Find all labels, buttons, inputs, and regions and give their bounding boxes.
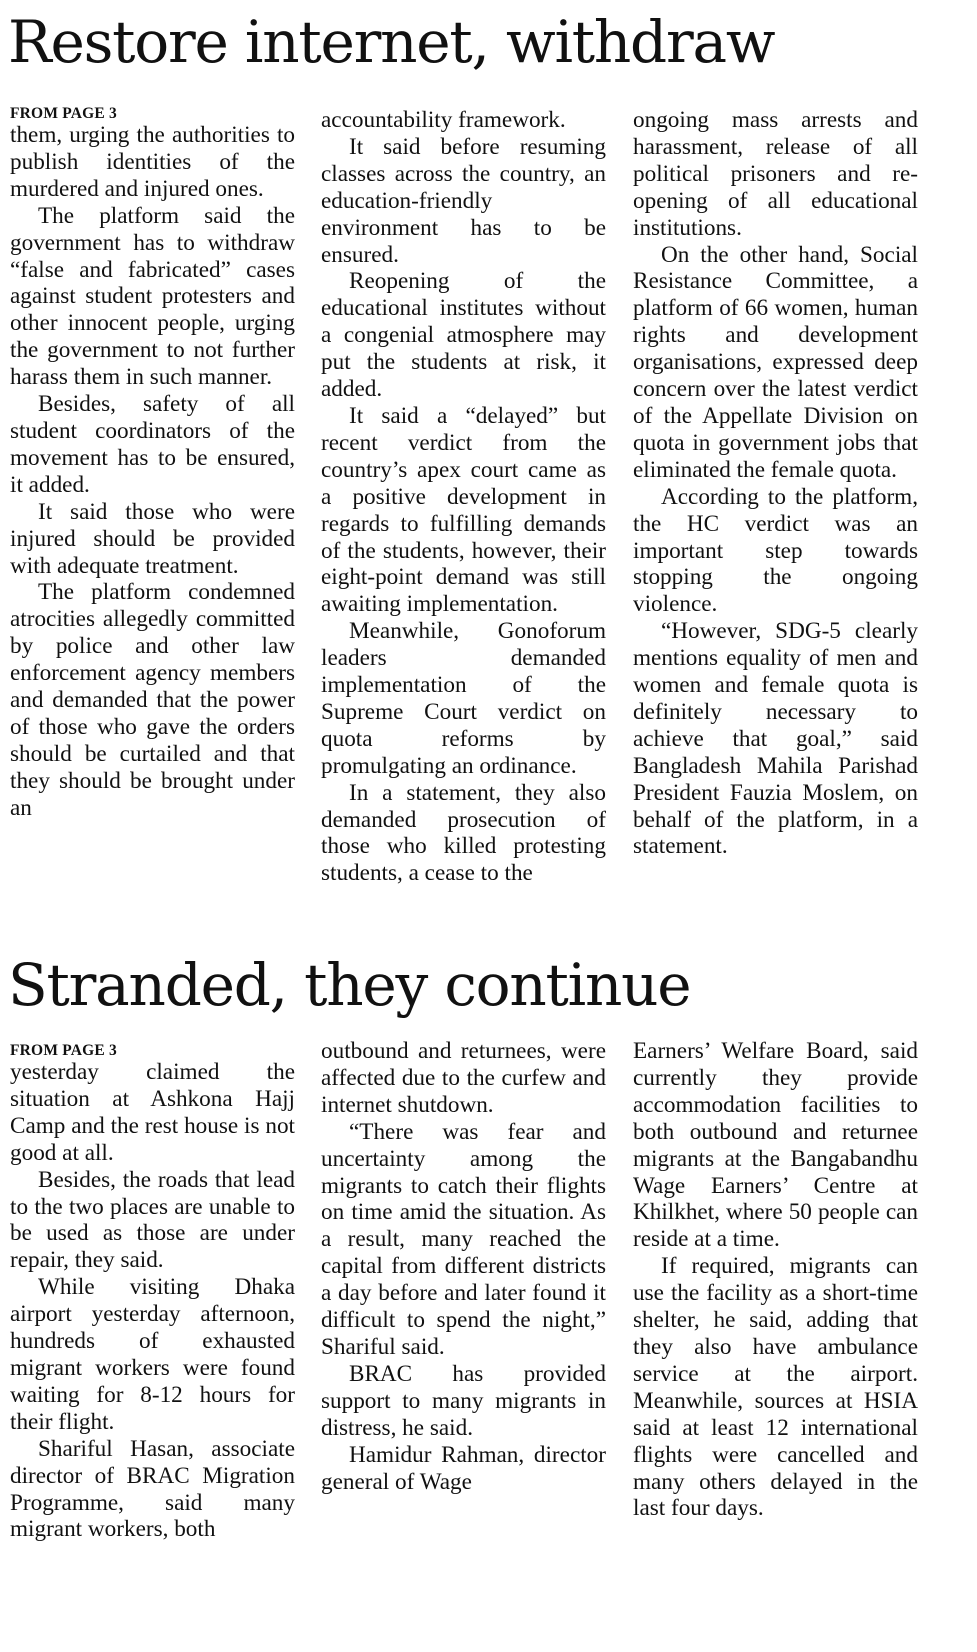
article2-column-3 [633, 1038, 918, 1522]
article2-column-2 [321, 1038, 606, 1495]
article1-column-2 [321, 107, 606, 887]
paragraph: While visiting Dhaka airport yesterday afternoon, hundreds of exhausted migrant workers were found waiting for 8-12 hours for their flight. [10, 1274, 295, 1435]
paragraph: Shariful Hasan, associate director of BRAC Migration Programme, said many migrant workers, both [10, 1435, 295, 1543]
paragraph: ongoing mass arrests and harassment, release of all political prisoners and re-opening of all educational institutions. [633, 107, 918, 241]
paragraph: accountability framework. [321, 107, 566, 133]
paragraph: If required, migrants can use the facility as a short-time shelter, he said, adding that they also have ambulance service at the airport. Meanwhile, sources at HSIA said at least 12 international flights were cancelled and many others delayed in the last four days. [633, 1253, 918, 1522]
paragraph: “There was fear and uncertainty among the migrants to catch their flights on time amid the situation. As a result, many reached the capital from different districts a day before and later found it difficult to spend the night,” Shariful said. [321, 1118, 606, 1360]
article1-column-1 [10, 103, 295, 822]
paragraph: BRAC has provided support to many migrants in distress, he said. [321, 1360, 606, 1441]
paragraph: Meanwhile, Gonoforum leaders demanded implementation of the Supreme Court verdict on quota reforms by promulgating an ordinance. [321, 618, 606, 779]
paragraph: them, urging the authorities to publish identities of the murdered and injured ones. [10, 122, 295, 202]
paragraph: It said before resuming classes across the country, an education-friendly environment has to be ensured. [321, 133, 606, 268]
paragraph: “However, SDG-5 clearly mentions equality of men and women and female quota is definitely necessary to achieve that goal,” said Bangladesh Mahila Parishad President Fauzia Moslem, on behalf of the platform, in a statement. [633, 618, 918, 860]
article1-column-3 [633, 107, 918, 860]
paragraph: The platform said the government has to withdraw “false and fabricated” cases against student protesters and other innocent people, urging the government to not further harass them in such manner. [10, 202, 295, 391]
paragraph: In a statement, they also demanded prosecution of those who killed protesting students, a cease to the [321, 779, 606, 887]
paragraph: According to the platform, the HC verdict was an important step towards stopping the ongoing violence. [633, 483, 918, 618]
paragraph: It said a “delayed” but recent verdict from the country’s apex court came as a positive development in regards to fulfilling demands of the students, however, their eight-point demand was still awaiting implementation. [321, 402, 606, 618]
article1-kicker: FROM PAGE 3 [10, 105, 117, 122]
paragraph: Reopening of the educational institutes without a congenial atmosphere may put the students at risk, it added. [321, 268, 606, 403]
article1-headline: Restore internet, withdraw [8, 8, 775, 76]
paragraph: Hamidur Rahman, director general of Wage [321, 1441, 606, 1495]
paragraph: yesterday claimed the situation at Ashkona Hajj Camp and the rest house is not good at all. [10, 1059, 295, 1166]
paragraph: On the other hand, Social Resistance Committee, a platform of 66 women, human rights and development organisations, expressed deep concern over the latest verdict of the Appellate Division on quota in government jobs that eliminated the female quota. [633, 241, 918, 483]
article2-column-1 [10, 1040, 295, 1543]
article2-headline: Stranded, they continue [8, 951, 691, 1019]
paragraph: Earners’ Welfare Board, said currently they provide accommodation facilities to both outbound and returnee migrants at the Bangabandhu Wage Earners’ Centre at Khilkhet, where 50 people can reside at a time. [633, 1038, 918, 1253]
paragraph: It said those who were injured should be provided with adequate treatment. [10, 498, 295, 579]
paragraph: Besides, the roads that lead to the two places are unable to be used as those are under repair, they said. [10, 1166, 295, 1274]
paragraph: The platform condemned atrocities allegedly committed by police and other law enforcement agency members and demanded that the power of those who gave the orders should be curtailed and that they should be brought under an [10, 579, 295, 821]
paragraph: outbound and returnees, were affected due to the curfew and internet shutdown. [321, 1038, 606, 1118]
article2-kicker: FROM PAGE 3 [10, 1042, 117, 1059]
paragraph: Besides, safety of all student coordinators of the movement has to be ensured, it added. [10, 391, 295, 498]
